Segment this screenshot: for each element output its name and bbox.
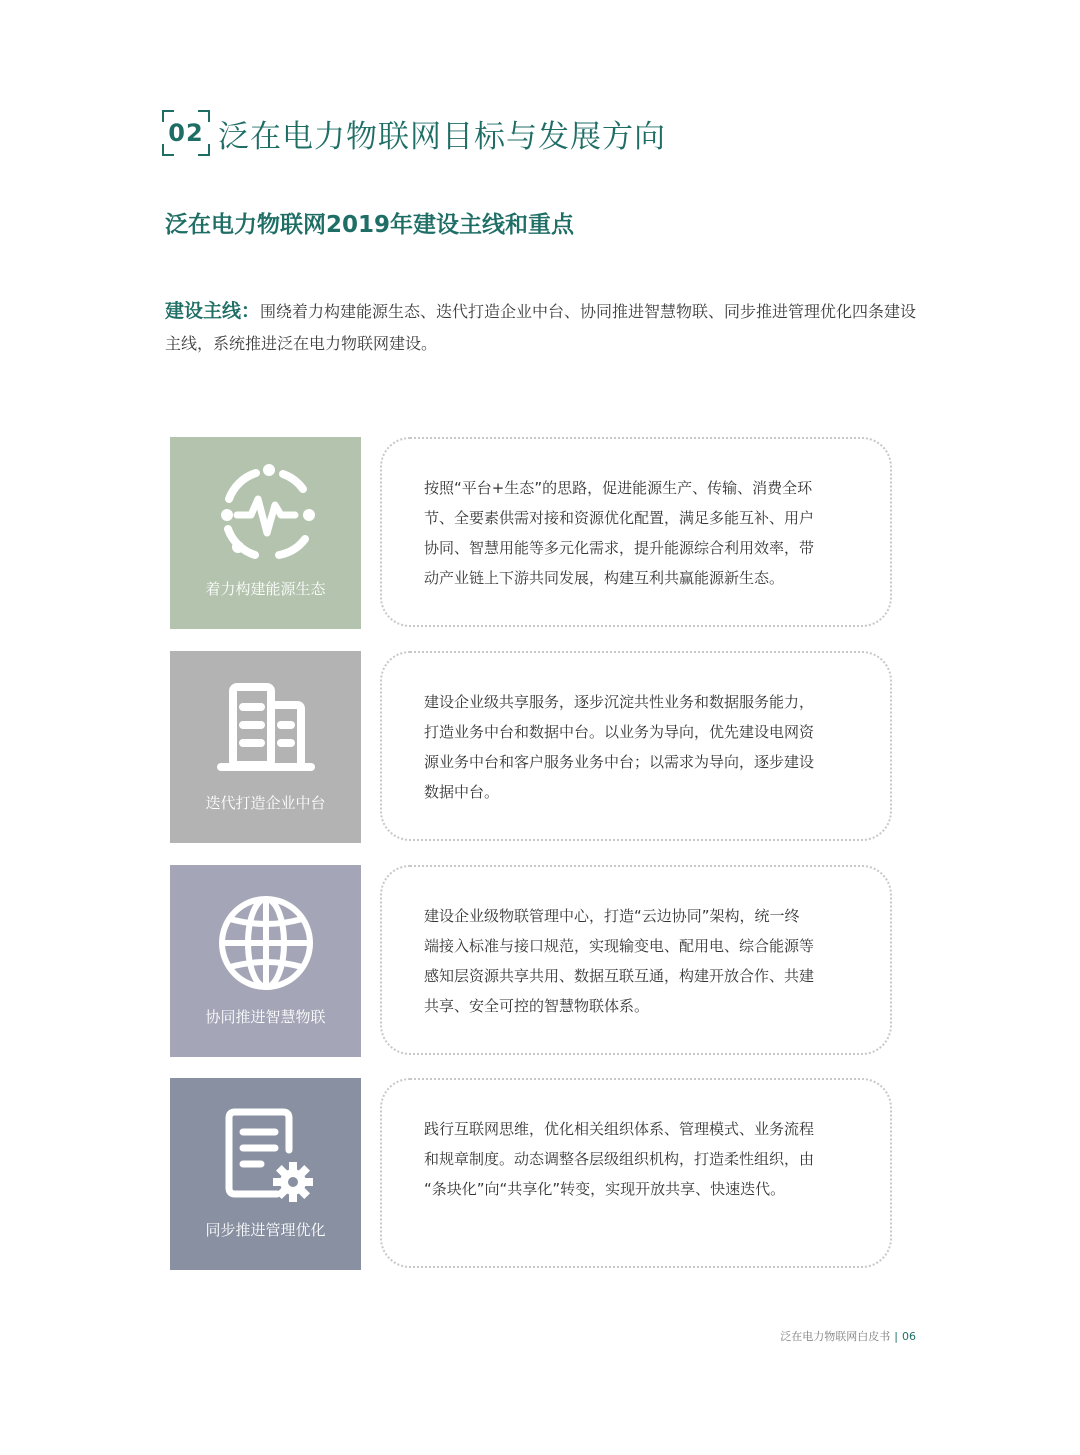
tile-label: 协同推进智慧物联 bbox=[205, 1008, 326, 1026]
card-line: 源业务中台和客户服务业务中台；以需求为导向，逐步建设 bbox=[424, 753, 815, 771]
card-line: 和规章制度。动态调整各层级组织机构，打造柔性组织，由 bbox=[424, 1150, 815, 1168]
document-gear-icon bbox=[211, 1100, 321, 1210]
tile-energy-ecology bbox=[170, 437, 361, 629]
footer-separator: | bbox=[894, 1330, 898, 1343]
section-number-box bbox=[162, 110, 210, 156]
section-title: 泛在电力物联网目标与发展方向 bbox=[218, 118, 666, 155]
list-item bbox=[170, 1078, 895, 1270]
card-line: 共享、安全可控的智慧物联体系。 bbox=[424, 997, 650, 1015]
section-number: 02 bbox=[168, 119, 204, 147]
tile-enterprise-platform bbox=[170, 651, 361, 843]
pulse-cycle-icon bbox=[211, 459, 321, 569]
intro-text: 围绕着力构建能源生态、迭代打造企业中台、协同推进智慧物联、同步推进管理优化四条建设主线，系统推进泛在电力物联网建设。 bbox=[165, 302, 917, 353]
intro-lead: 建设主线： bbox=[165, 300, 261, 322]
tile-smart-iot bbox=[170, 865, 361, 1057]
page-footer bbox=[780, 1328, 916, 1344]
card-line: 建设企业级物联管理中心，打造“云边协同”架构，统一终 bbox=[424, 907, 800, 925]
tile-label: 着力构建能源生态 bbox=[205, 580, 326, 598]
subtitle: 泛在电力物联网2019年建设主线和重点 bbox=[165, 212, 575, 238]
intro-paragraph bbox=[165, 295, 925, 360]
list-item bbox=[170, 651, 895, 843]
description-card bbox=[380, 865, 892, 1055]
card-line: 按照“平台+生态”的思路，促进能源生产、传输、消费全环 bbox=[424, 479, 813, 497]
list-item bbox=[170, 437, 895, 629]
list-item bbox=[170, 865, 895, 1057]
footer-doc-title: 泛在电力物联网白皮书 bbox=[780, 1330, 891, 1343]
card-line: 数据中台。 bbox=[424, 783, 500, 801]
card-line: 感知层资源共享共用、数据互联互通，构建开放合作、共建 bbox=[424, 967, 815, 985]
card-line: 节、全要素供需对接和资源优化配置，满足多能互补、用户 bbox=[424, 509, 815, 527]
description-card bbox=[380, 437, 892, 627]
page-number: 06 bbox=[902, 1330, 916, 1343]
globe-icon bbox=[211, 887, 321, 997]
card-line: 端接入标准与接口规范，实现输变电、配用电、综合能源等 bbox=[424, 937, 815, 955]
tile-label: 迭代打造企业中台 bbox=[205, 794, 326, 812]
card-line: 践行互联网思维，优化相关组织体系、管理模式、业务流程 bbox=[424, 1120, 815, 1138]
card-line: “条块化”向“共享化”转变，实现开放共享、快速迭代。 bbox=[424, 1180, 786, 1198]
card-line: 动产业链上下游共同发展，构建互利共赢能源新生态。 bbox=[424, 569, 785, 587]
tile-label: 同步推进管理优化 bbox=[205, 1221, 326, 1239]
description-card bbox=[380, 1078, 892, 1268]
tile-management-optimization bbox=[170, 1078, 361, 1270]
card-line: 打造业务中台和数据中台。以业务为导向，优先建设电网资 bbox=[424, 723, 815, 741]
card-line: 协同、智慧用能等多元化需求，提升能源综合利用效率，带 bbox=[424, 539, 815, 557]
buildings-icon bbox=[211, 673, 321, 783]
description-card bbox=[380, 651, 892, 841]
card-line: 建设企业级共享服务，逐步沉淀共性业务和数据服务能力， bbox=[424, 693, 815, 711]
section-heading bbox=[162, 110, 666, 156]
